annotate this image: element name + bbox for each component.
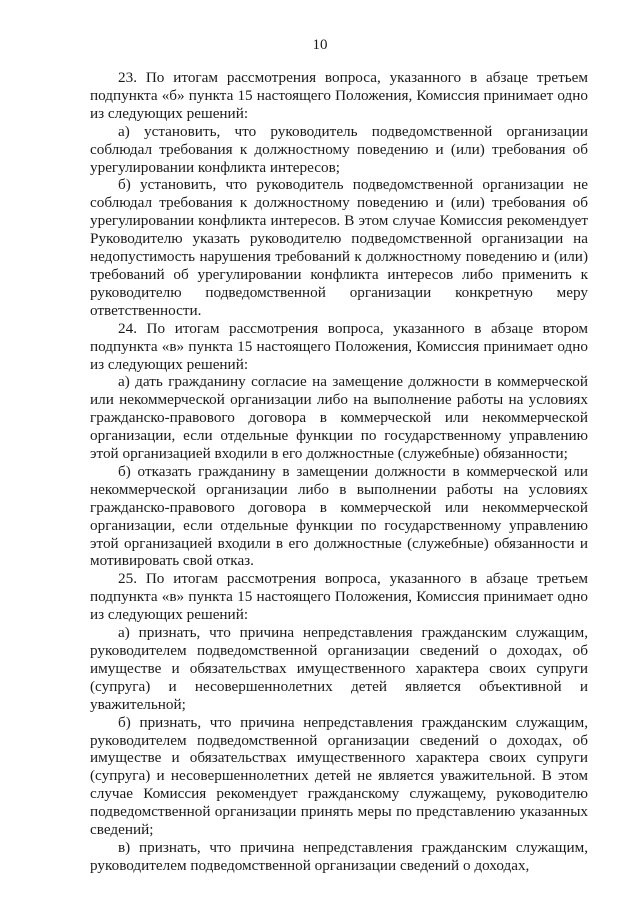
paragraph-25-v: в) признать, что причина непредставления гражданским служащим, руководителем подведомственной организации сведений о доходах, [90, 838, 588, 874]
paragraph-24-b: б) отказать гражданину в замещении должности в коммерческой или некоммерческой организации либо в выполнении работы на условиях гражданско-правового договора в коммерческой или некоммерческой организации, если отдельные функции по государственному управлению этой организацией входили в его должностные (служебные) обязанности и мотивировать свой отказ. [90, 462, 588, 570]
paragraph-23: 23. По итогам рассмотрения вопроса, указанного в абзаце третьем подпункта «б» пункта 15 настоящего Положения, Комиссия принимает одно из следующих решений: [90, 69, 588, 122]
paragraph-25-a: а) признать, что причина непредставления гражданским служащим, руководителем подведомственной организации сведений о доходах, об имуществе и обязательствах имущественного характера своих супруги (супруга) и несовершеннолетних детей является объективной и уважительной; [90, 624, 588, 713]
page-number: 10 [312, 37, 328, 53]
paragraph-25: 25. По итогам рассмотрения вопроса, указанного в абзаце третьем подпункта «в» пункта 15 настоящего Положения, Комиссия принимает одно из следующих решений: [90, 570, 588, 624]
document-body [90, 69, 588, 875]
paragraph-23-a: а) установить, что руководитель подведомственной организации соблюдал требования к должностному поведению и (или) требования об урегулировании конфликта интересов; [90, 122, 588, 176]
paragraph-24-a: а) дать гражданину согласие на замещение должности в коммерческой или некоммерческой организации либо на выполнение работы на условиях гражданско-правового договора в коммерческой или некоммерческой организации, если отдельные функции по государственному управлению этой организацией входили в его должностные (служебные) обязанности; [90, 373, 588, 463]
paragraph-23-b: б) установить, что руководитель подведомственной организации не соблюдал требования к должностному поведению и (или) требования об урегулировании конфликта интересов. В этом случае Комиссия рекомендует Руководителю указать руководителю подведомственной организации на недопустимость нарушения требований к должностному поведению и (или) требований об урегулировании конфликта интересов либо применить к руководителю подведомственной организации конкретную меру ответственности. [90, 176, 588, 319]
paragraph-24: 24. По итогам рассмотрения вопроса, указанного в абзаце втором подпункта «в» пункта 15 настоящего Положения, Комиссия принимает одно из следующих решений: [90, 319, 588, 373]
paragraph-25-b: б) признать, что причина непредставления гражданским служащим, руководителем подведомственной организации сведений о доходах, об имуществе и обязательствах имущественного характера своих супруги (супруга) и несовершеннолетних детей не является уважительной. В этом случае Комиссия рекомендует гражданскому служащему, руководителю подведомственной организации принять меры по представлению указанных сведений; [90, 713, 588, 839]
